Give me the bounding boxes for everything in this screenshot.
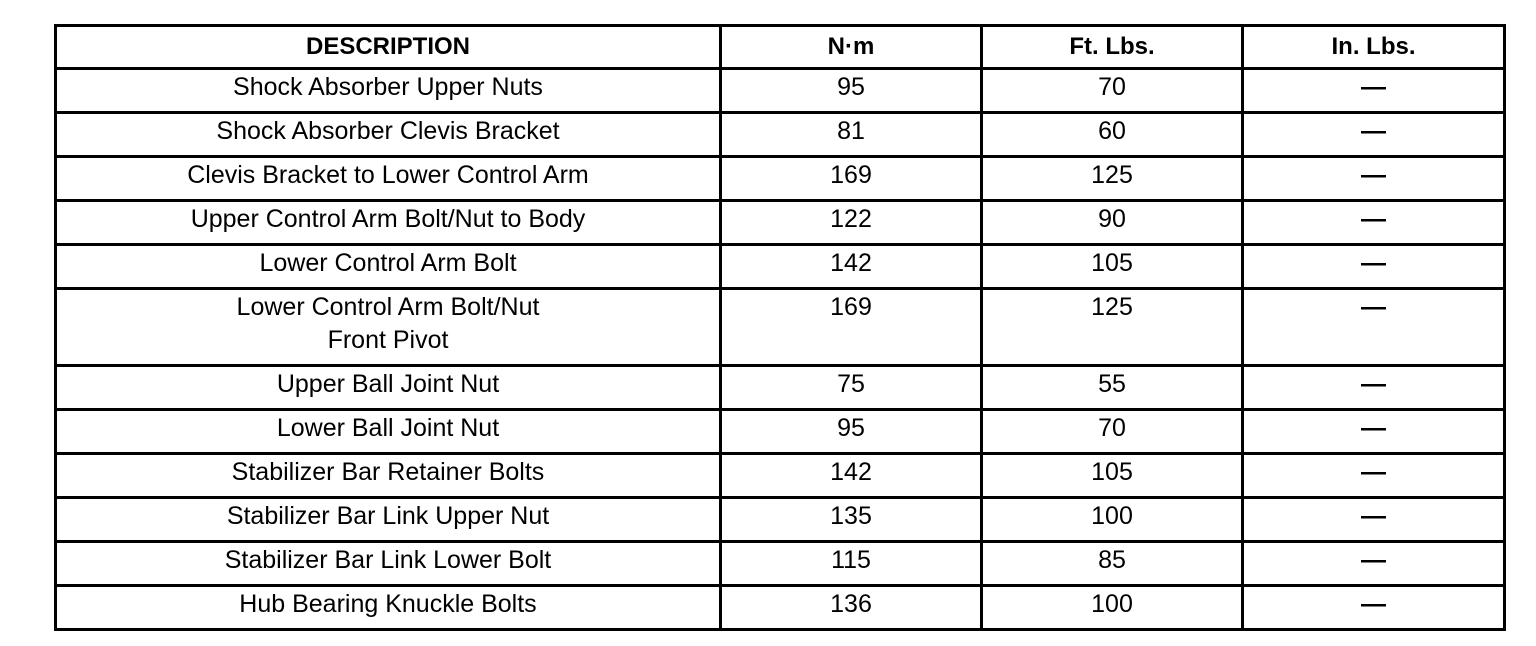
cell-description	[56, 586, 721, 630]
description-line: Front Pivot	[327, 326, 449, 354]
cell-inch-pounds: —	[1243, 245, 1505, 289]
cell-inch-pounds: —	[1243, 201, 1505, 245]
cell-inch-pounds: —	[1243, 157, 1505, 201]
table-row	[56, 69, 1505, 113]
cell-inch-pounds: —	[1243, 69, 1505, 113]
table-row	[56, 113, 1505, 157]
description-line: Stabilizer Bar Retainer Bolts	[231, 458, 545, 486]
table-row	[56, 366, 1505, 410]
description-line: Hub Bearing Knuckle Bolts	[239, 590, 537, 618]
cell-newton-meters: 169	[721, 289, 982, 366]
cell-description	[56, 454, 721, 498]
cell-newton-meters: 135	[721, 498, 982, 542]
description-line: Shock Absorber Clevis Bracket	[216, 117, 560, 145]
table-row	[56, 157, 1505, 201]
cell-newton-meters: 136	[721, 586, 982, 630]
cell-foot-pounds: 100	[982, 498, 1243, 542]
header-foot-pounds: Ft. Lbs.	[982, 26, 1243, 69]
cell-inch-pounds: —	[1243, 454, 1505, 498]
cell-foot-pounds: 60	[982, 113, 1243, 157]
table-row	[56, 586, 1505, 630]
cell-newton-meters: 142	[721, 245, 982, 289]
description-line: Upper Ball Joint Nut	[276, 370, 500, 398]
table-body	[56, 69, 1505, 630]
cell-inch-pounds: —	[1243, 498, 1505, 542]
table-row	[56, 201, 1505, 245]
cell-foot-pounds: 70	[982, 410, 1243, 454]
description-line: Clevis Bracket to Lower Control Arm	[187, 161, 589, 189]
description-line: Shock Absorber Upper Nuts	[233, 73, 543, 101]
cell-inch-pounds: —	[1243, 113, 1505, 157]
description-line: Stabilizer Bar Link Upper Nut	[226, 502, 550, 530]
cell-inch-pounds: —	[1243, 410, 1505, 454]
cell-foot-pounds: 105	[982, 454, 1243, 498]
cell-foot-pounds: 55	[982, 366, 1243, 410]
cell-description	[56, 113, 721, 157]
header-newton-meters: N·m	[721, 26, 982, 69]
cell-inch-pounds: —	[1243, 586, 1505, 630]
table-row	[56, 410, 1505, 454]
cell-description	[56, 201, 721, 245]
cell-foot-pounds: 125	[982, 289, 1243, 366]
cell-description	[56, 245, 721, 289]
description-line: Lower Ball Joint Nut	[276, 414, 500, 442]
cell-newton-meters: 75	[721, 366, 982, 410]
cell-newton-meters: 122	[721, 201, 982, 245]
cell-newton-meters: 169	[721, 157, 982, 201]
description-line: Stabilizer Bar Link Lower Bolt	[224, 546, 552, 574]
cell-newton-meters: 95	[721, 69, 982, 113]
table-row	[56, 542, 1505, 586]
cell-description	[56, 498, 721, 542]
cell-newton-meters: 95	[721, 410, 982, 454]
cell-newton-meters: 81	[721, 113, 982, 157]
table-row	[56, 454, 1505, 498]
cell-inch-pounds: —	[1243, 366, 1505, 410]
table-row	[56, 289, 1505, 366]
cell-foot-pounds: 105	[982, 245, 1243, 289]
table-row	[56, 245, 1505, 289]
description-line: Lower Control Arm Bolt	[259, 249, 517, 277]
cell-description	[56, 69, 721, 113]
cell-inch-pounds: —	[1243, 289, 1505, 366]
cell-foot-pounds: 85	[982, 542, 1243, 586]
cell-description	[56, 289, 721, 366]
cell-inch-pounds: —	[1243, 542, 1505, 586]
header-inch-pounds: In. Lbs.	[1243, 26, 1505, 69]
cell-description	[56, 410, 721, 454]
table-row	[56, 498, 1505, 542]
description-line: Lower Control Arm Bolt/Nut	[236, 293, 540, 321]
header-description: DESCRIPTION	[56, 26, 721, 69]
cell-description	[56, 542, 721, 586]
cell-foot-pounds: 70	[982, 69, 1243, 113]
cell-foot-pounds: 125	[982, 157, 1243, 201]
cell-newton-meters: 115	[721, 542, 982, 586]
cell-description	[56, 366, 721, 410]
torque-specifications-table	[54, 24, 1506, 631]
description-line: Upper Control Arm Bolt/Nut to Body	[190, 205, 586, 233]
cell-description	[56, 157, 721, 201]
header-row	[56, 26, 1505, 69]
cell-foot-pounds: 90	[982, 201, 1243, 245]
cell-newton-meters: 142	[721, 454, 982, 498]
cell-foot-pounds: 100	[982, 586, 1243, 630]
